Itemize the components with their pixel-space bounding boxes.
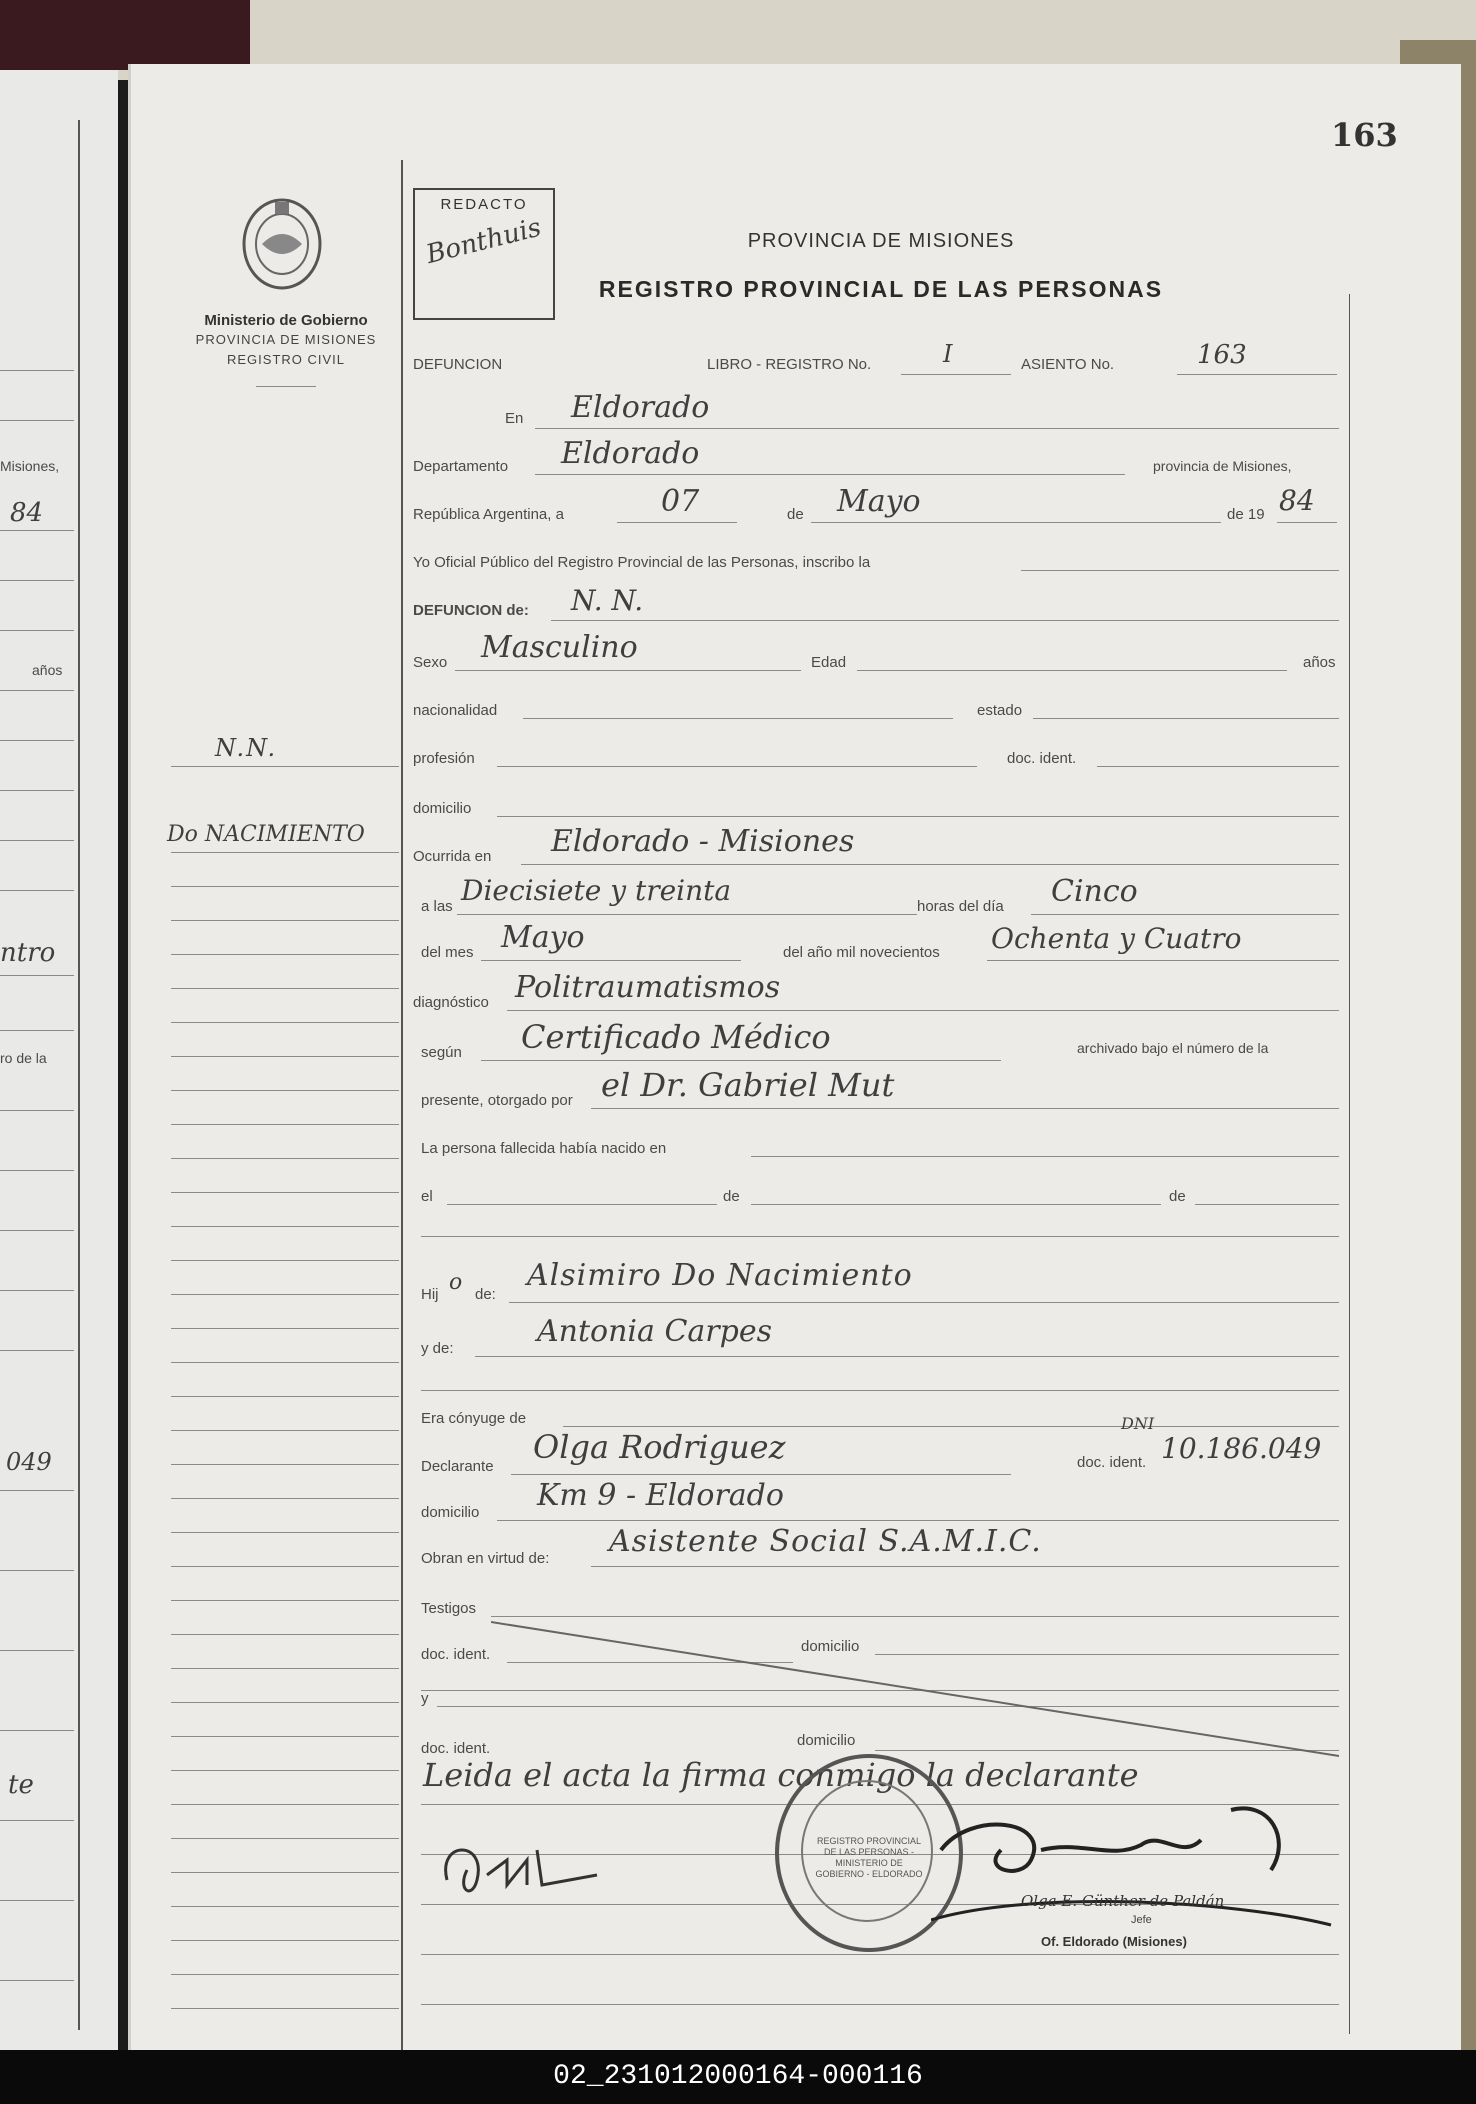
defuncion-de-label: DEFUNCION de: xyxy=(413,602,529,619)
image-caption: 02_231012000164-000116 xyxy=(553,2061,923,2092)
sexo-label: Sexo xyxy=(413,654,448,671)
header-registry: REGISTRO PROVINCIAL DE LAS PERSONAS xyxy=(598,276,1164,302)
document-page xyxy=(128,64,1461,2050)
de2-label: de xyxy=(723,1188,740,1205)
doc-ident-t2-label: doc. ident. xyxy=(421,1740,491,1757)
archivado-label: archivado bajo el número de la xyxy=(1077,1040,1269,1056)
domicilio-label: domicilio xyxy=(413,800,472,817)
edad-label: Edad xyxy=(811,654,847,671)
departamento-value: Eldorado xyxy=(561,436,700,471)
hijo-label: Hij xyxy=(421,1286,439,1303)
ocurrida-label: Ocurrida en xyxy=(413,848,492,865)
nacido-label: La persona fallecida había nacido en xyxy=(421,1140,667,1157)
redacto-signature: Bonthuis xyxy=(423,212,545,271)
redacto-box xyxy=(413,188,555,320)
hijo-de-label: de: xyxy=(475,1286,496,1303)
defuncion-de-value: N. N. xyxy=(571,584,644,617)
ministry-name: Ministerio de Gobierno xyxy=(204,312,368,329)
seal-text: REGISTRO PROVINCIAL DE LAS PERSONAS - MINISTERIO DE GOBIERNO - ELDORADO xyxy=(815,1836,923,1879)
en-value: Eldorado xyxy=(571,390,710,425)
mes-label: del mes xyxy=(421,944,474,961)
en-label: En xyxy=(505,410,524,427)
leida-text: Leida el acta la firma conmigo la declarante xyxy=(423,1756,1139,1794)
de3-label: de xyxy=(1169,1188,1186,1205)
segun-label: según xyxy=(421,1044,462,1061)
left-page xyxy=(0,70,118,2050)
year-prefix: de 19 xyxy=(1227,506,1265,523)
ministry-registry: REGISTRO CIVIL xyxy=(226,352,346,367)
day-value: 07 xyxy=(661,484,700,519)
hijo-suffix: o xyxy=(449,1270,463,1295)
presente-value: el Dr. Gabriel Mut xyxy=(601,1066,895,1104)
margin-do-nacimiento: Do NACIMIENTO xyxy=(167,822,365,847)
ocurrida-value: Eldorado - Misiones xyxy=(551,824,855,859)
declarante-label: Declarante xyxy=(421,1458,494,1475)
doc-ident-t-label: doc. ident. xyxy=(421,1646,491,1663)
madre-value: Antonia Carpes xyxy=(537,1314,772,1349)
left-text-049: 049 xyxy=(6,1448,52,1476)
mes-value: Mayo xyxy=(501,920,585,955)
left-text-te: te xyxy=(8,1770,34,1800)
page-number: 163 xyxy=(1331,116,1398,154)
sexo-value: Masculino xyxy=(481,630,638,665)
ano-label: del año mil novecientos xyxy=(783,944,940,961)
estado-label: estado xyxy=(977,702,1023,719)
libro-label: LIBRO - REGISTRO No. xyxy=(707,356,872,373)
month-value: Mayo xyxy=(837,484,921,519)
oficial-text: Yo Oficial Público del Registro Provincial de las Personas, inscribo la xyxy=(413,554,871,571)
anos-label: años xyxy=(1303,654,1336,671)
record-type: DEFUNCION xyxy=(413,356,503,373)
book-cover-corner xyxy=(0,0,250,70)
ministry-province: PROVINCIA DE MISIONES xyxy=(195,332,377,347)
testigos-label: Testigos xyxy=(421,1600,477,1617)
departamento-label: Departamento xyxy=(413,458,509,475)
right-rule xyxy=(1349,294,1350,2034)
provincia-suffix: provincia de Misiones, xyxy=(1153,458,1292,474)
left-text-misiones: Misiones, xyxy=(0,458,60,474)
diagnostico-label: diagnóstico xyxy=(413,994,489,1011)
profesion-label: profesión xyxy=(413,750,475,767)
dia-value: Cinco xyxy=(1051,874,1138,909)
ano-value: Ochenta y Cuatro xyxy=(991,922,1242,955)
republica-label: República Argentina, a xyxy=(413,506,564,523)
margin-nn: N.N. xyxy=(215,734,278,762)
margin-rule xyxy=(401,160,403,2050)
domicilio-t2-label: domicilio xyxy=(797,1732,856,1749)
segun-value: Certificado Médico xyxy=(521,1018,831,1056)
doc-dec-value: 10.186.049 xyxy=(1161,1432,1322,1465)
presente-label: presente, otorgado por xyxy=(421,1092,573,1109)
official-title: Jefe xyxy=(1131,1914,1152,1926)
header-province: PROVINCIA DE MISIONES xyxy=(747,230,1015,252)
official-name: Olga E. Günther de Paldán xyxy=(1021,1892,1225,1910)
horas-label: horas del día xyxy=(917,898,1004,915)
left-text-ro-de-la: ro de la xyxy=(0,1050,47,1066)
coat-of-arms-icon xyxy=(237,194,327,294)
asiento-label: ASIENTO No. xyxy=(1021,356,1115,373)
left-text-anos: años xyxy=(32,662,63,678)
diagnostico-value: Politraumatismos xyxy=(515,970,781,1005)
year-value: 84 xyxy=(1279,484,1315,517)
left-text-84: 84 xyxy=(10,498,44,528)
a-las-value: Diecisiete y treinta xyxy=(461,874,732,907)
obran-value: Asistente Social S.A.M.I.C. xyxy=(609,1524,1042,1559)
el-label: el xyxy=(421,1188,433,1205)
a-las-label: a las xyxy=(421,898,453,915)
obran-label: Obran en virtud de: xyxy=(421,1550,550,1567)
y-de-label: y de: xyxy=(421,1340,454,1357)
left-text-ntro: ntro xyxy=(0,938,56,968)
domicilio-dec-label: domicilio xyxy=(421,1504,480,1521)
asiento-value: 163 xyxy=(1197,340,1247,370)
doc-ident-label: doc. ident. xyxy=(1007,750,1077,767)
de-label: de xyxy=(787,506,804,523)
y-label: y xyxy=(421,1690,429,1707)
nacionalidad-label: nacionalidad xyxy=(413,702,498,719)
declarante-value: Olga Rodriguez xyxy=(533,1428,786,1466)
redacto-label: REDACTO xyxy=(440,196,528,213)
official-sub: Of. Eldorado (Misiones) xyxy=(1041,1934,1187,1949)
domicilio-dec-value: Km 9 - Eldorado xyxy=(537,1478,784,1513)
libro-value: I xyxy=(943,340,953,368)
doc-dec-prefix: DNI xyxy=(1121,1414,1155,1433)
strike-line xyxy=(491,1620,1341,1760)
padre-value: Alsimiro Do Nacimiento xyxy=(527,1258,913,1293)
declarant-signature xyxy=(427,1820,617,1910)
doc-ident-dec-label: doc. ident. xyxy=(1077,1454,1147,1471)
conyuge-label: Era cónyuge de xyxy=(421,1410,527,1427)
domicilio-t-label: domicilio xyxy=(801,1638,860,1655)
